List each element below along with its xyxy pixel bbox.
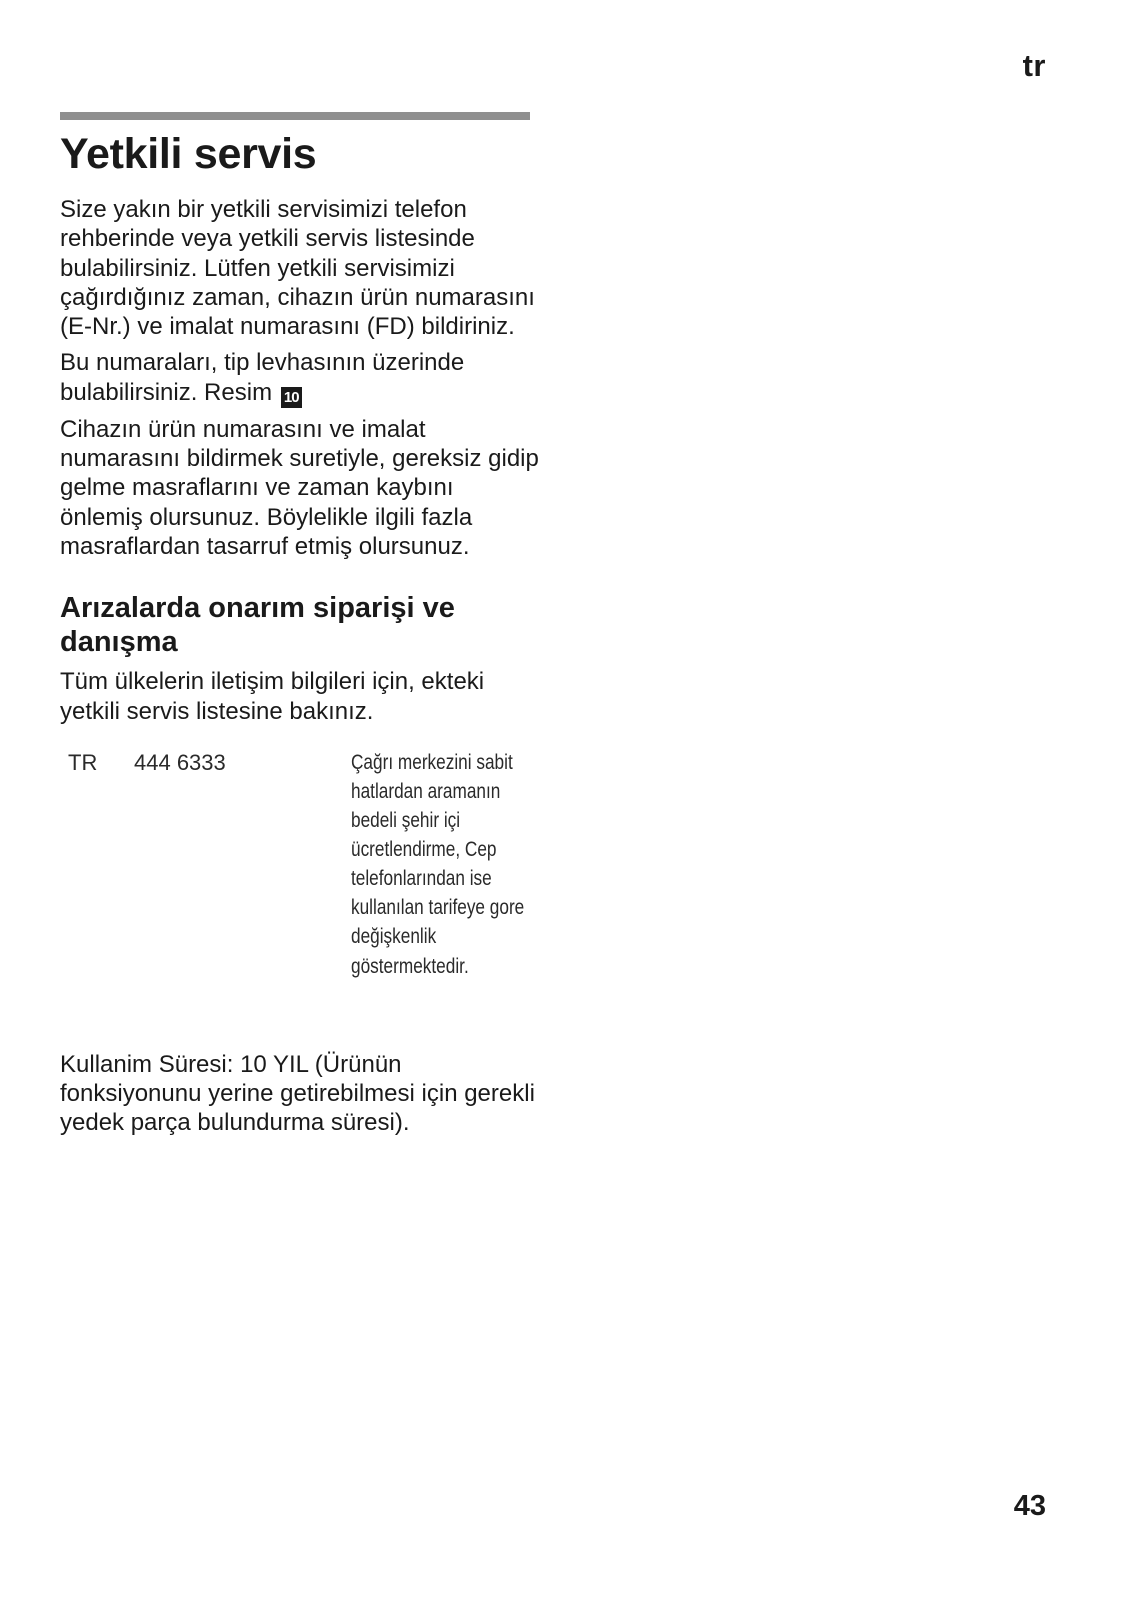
main-column xyxy=(60,128,540,1138)
paragraph-rating-plate-text: Bu numaraları, tip levhasının üzerinde bulabilirsiniz. Resim xyxy=(60,349,465,406)
figure-reference-badge: 10 xyxy=(281,387,302,408)
paragraph-rating-plate xyxy=(60,348,540,407)
contact-note: Çağrı merkezini sabit hatlardan aramanın bedeli şehir içi ücretlendirme, Cep telefonlarından ise kullanılan tarifeye gore değişkenlik göstermektedir. xyxy=(351,750,525,978)
paragraph-usage-period: Kullanim Süresi: 10 YIL (Ürünün fonksiyonunu yerine getirebilmesi için gerekli yedek parça bulundurma süresi). xyxy=(60,1050,535,1137)
language-tag: tr xyxy=(1022,48,1046,83)
subsection-title: Arızalarda onarım siparişi ve danışma xyxy=(60,592,455,659)
paragraph-contact-intro: Tüm ülkelerin iletişim bilgileri için, ekteki yetkili servis listesine bakınız. xyxy=(60,668,485,725)
page-number: 43 xyxy=(1013,1490,1046,1522)
contact-phone-number: 444 6333 xyxy=(134,749,226,775)
section-divider xyxy=(60,112,530,120)
paragraph-cost-saving: Cihazın ürün numarasını ve imalat numarasını bildirmek suretiyle, gereksiz gidip gelme masraflarını ve zaman kaybını önlemiş olursunuz. Böylelikle ilgili fazla masraflardan tasarruf etmiş olursunuz. xyxy=(60,415,539,560)
paragraph-service-intro: Size yakın bir yetkili servisimizi telefon rehberinde veya yetkili servis listesinde bulabilirsiniz. Lütfen yetkili servisimizi çağırdığınız zaman, cihazın ürün numarasını (E-Nr.) ve imalat numarasını (FD) bildiriniz. xyxy=(60,196,535,341)
contact-country-code: TR xyxy=(68,749,98,775)
contact-entry xyxy=(60,748,540,1006)
section-title: Yetkili servis xyxy=(60,130,317,178)
